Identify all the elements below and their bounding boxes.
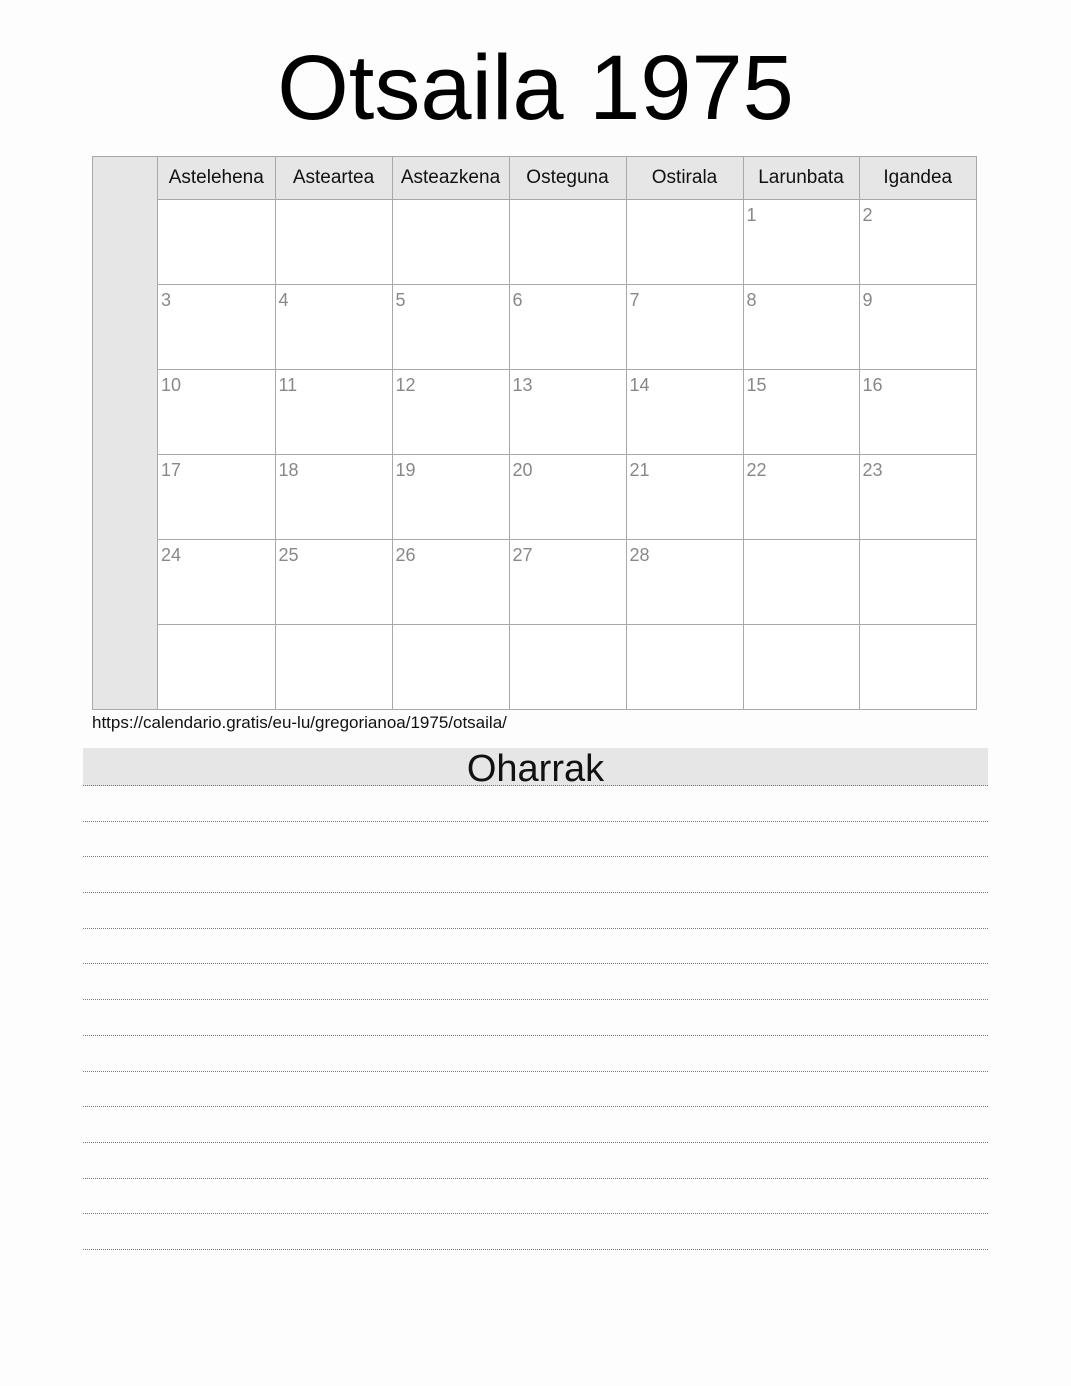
day-cell: 22 (743, 454, 859, 539)
note-line (83, 929, 988, 965)
note-line (83, 893, 988, 929)
week-row (158, 369, 976, 454)
day-cell: 7 (626, 284, 743, 369)
note-line (83, 1036, 988, 1072)
day-cell (509, 624, 626, 709)
day-cell (859, 539, 976, 624)
weekday-header: Ostirala (626, 157, 743, 200)
day-cell: 26 (392, 539, 509, 624)
note-line (83, 1143, 988, 1179)
week-row (158, 454, 976, 539)
day-cell (275, 624, 392, 709)
day-cell: 24 (158, 539, 275, 624)
day-cell (158, 200, 275, 285)
source-url: https://calendario.gratis/eu-lu/gregorianoa/1975/otsaila/ (92, 713, 507, 732)
weekday-header: Astelehena (158, 157, 275, 200)
week-number-column (93, 157, 158, 709)
day-cell: 17 (158, 454, 275, 539)
note-line (83, 1000, 988, 1036)
note-line (83, 822, 988, 858)
note-line (83, 1072, 988, 1108)
page-title: Otsaila 1975 (277, 37, 794, 139)
day-cell: 27 (509, 539, 626, 624)
day-cell (626, 624, 743, 709)
weekday-header: Igandea (859, 157, 976, 200)
note-line (83, 1179, 988, 1215)
week-row (158, 200, 976, 285)
day-cell (509, 200, 626, 285)
week-row (158, 284, 976, 369)
notes-lines (83, 786, 988, 1250)
day-cell: 23 (859, 454, 976, 539)
weekday-header-row (158, 157, 976, 200)
day-cell: 15 (743, 369, 859, 454)
calendar-grid (158, 157, 976, 709)
day-cell: 28 (626, 539, 743, 624)
day-cell: 6 (509, 284, 626, 369)
day-cell: 11 (275, 369, 392, 454)
day-cell (743, 624, 859, 709)
day-cell: 20 (509, 454, 626, 539)
day-cell: 14 (626, 369, 743, 454)
note-line (83, 964, 988, 1000)
day-cell (392, 200, 509, 285)
day-cell (275, 200, 392, 285)
notes-title: Oharrak (83, 748, 988, 786)
day-cell: 25 (275, 539, 392, 624)
day-cell (859, 624, 976, 709)
weekday-header: Osteguna (509, 157, 626, 200)
day-cell: 5 (392, 284, 509, 369)
note-line (83, 857, 988, 893)
day-cell: 13 (509, 369, 626, 454)
day-cell: 16 (859, 369, 976, 454)
day-cell (626, 200, 743, 285)
note-line (83, 786, 988, 822)
day-cell: 21 (626, 454, 743, 539)
day-cell: 19 (392, 454, 509, 539)
weekday-header: Asteartea (275, 157, 392, 200)
day-cell: 12 (392, 369, 509, 454)
day-cell: 3 (158, 284, 275, 369)
note-line (83, 1214, 988, 1250)
day-cell: 4 (275, 284, 392, 369)
month-calendar (92, 156, 977, 710)
day-cell: 9 (859, 284, 976, 369)
day-cell (743, 539, 859, 624)
week-row (158, 539, 976, 624)
day-cell: 18 (275, 454, 392, 539)
day-cell: 8 (743, 284, 859, 369)
weekday-header: Larunbata (743, 157, 859, 200)
day-cell: 1 (743, 200, 859, 285)
day-cell: 10 (158, 369, 275, 454)
day-cell (392, 624, 509, 709)
week-row (158, 624, 976, 709)
day-cell (158, 624, 275, 709)
weekday-header: Asteazkena (392, 157, 509, 200)
note-line (83, 1107, 988, 1143)
day-cell: 2 (859, 200, 976, 285)
